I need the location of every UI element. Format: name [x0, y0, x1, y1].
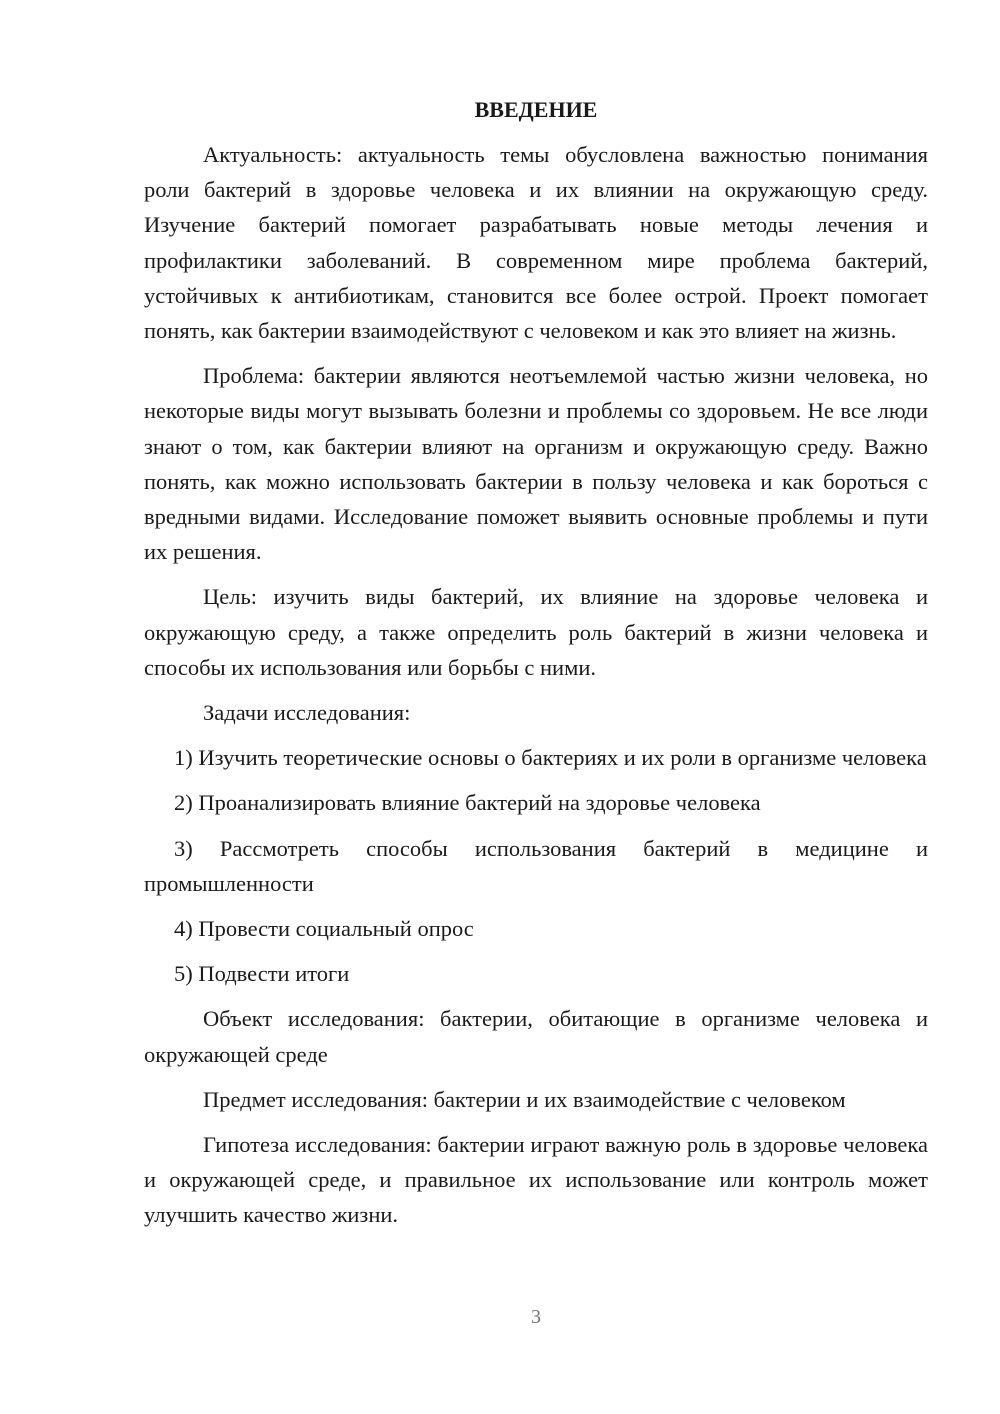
problem-paragraph: Проблема: бактерии являются неотъемлемой частью жизни человека, но некоторые виды могут вызывать болезни и проблемы со здоровьем. Не все люди знают о том, как бактерии влияют на организм и окружающую среду. Важно понять, как можно использовать бактерии в пользу человека и как бороться с вредными видами. Исследование поможет выявить основные проблемы и пути их решения.	[144, 363, 928, 565]
hypothesis-paragraph: Гипотеза исследования: бактерии играют важную роль в здоровье человека и окружающей среде, и правильное их использование или контроль может улучшить качество жизни.	[144, 1132, 928, 1228]
task-item-1: 1) Изучить теоретические основы о бактериях и их роли в организме человека	[174, 745, 927, 771]
research-object-paragraph: Объект исследования: бактерии, обитающие в организме человека и окружающей среде	[144, 1006, 928, 1067]
research-subject-paragraph: Предмет исследования: бактерии и их взаимодействие с человеком	[203, 1086, 846, 1112]
task-item-3: 3) Рассмотреть способы использования бактерий в медицине и промышленности	[144, 835, 928, 896]
task-item-5: 5) Подвести итоги	[174, 961, 350, 987]
task-item-4: 4) Провести социальный опрос	[174, 916, 474, 942]
task-item-2: 2) Проанализировать влияние бактерий на здоровье человека	[174, 790, 761, 816]
page-body	[144, 92, 928, 1243]
page-title: ВВЕДЕНИЕ	[474, 97, 598, 122]
tasks-heading: Задачи исследования:	[203, 700, 411, 726]
goal-paragraph: Цель: изучить виды бактерий, их влияние на здоровье человека и окружающую среду, а также определить роль бактерий в жизни человека и способы их использования или борьбы с ними.	[144, 584, 928, 680]
page-number: 3	[531, 1306, 541, 1328]
relevance-paragraph: Актуальность: актуальность темы обусловлена важностью понимания роли бактерий в здоровье человека и их влиянии на окружающую среду. Изучение бактерий помогает разрабатывать новые методы лечения и профилактики заболеваний. В современном мире проблема бактерий, устойчивых к антибиотикам, становится все более острой. Проект помогает понять, как бактерии взаимодействуют с человеком и как это влияет на жизнь.	[144, 142, 928, 344]
